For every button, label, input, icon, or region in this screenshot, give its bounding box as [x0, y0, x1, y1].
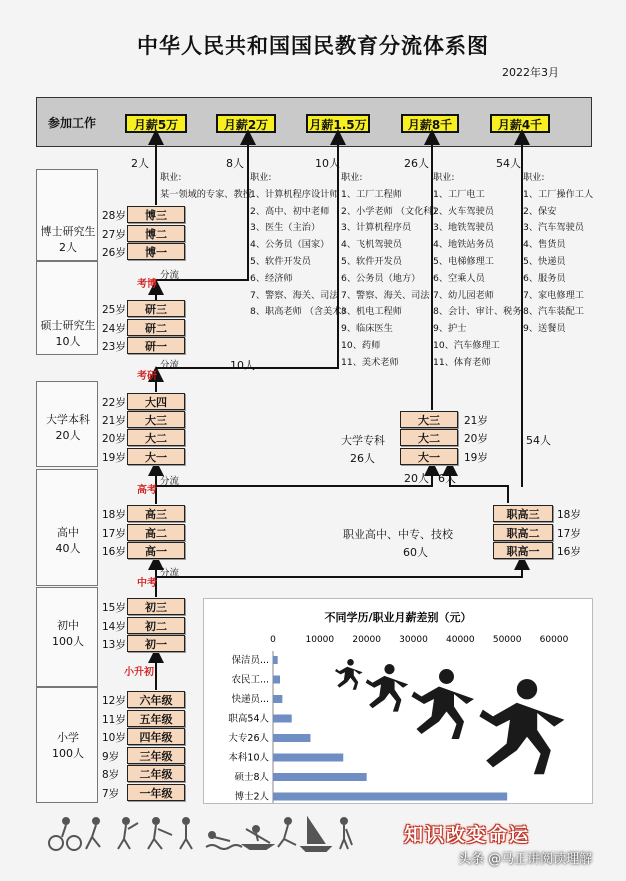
jobs-header: 职业: — [160, 172, 182, 183]
age: 15岁 — [102, 602, 126, 614]
stage-box: 博一 — [127, 243, 185, 260]
x-tick-label: 0 — [270, 635, 276, 645]
jobs-col2 — [250, 170, 351, 321]
age: 19岁 — [102, 452, 126, 464]
exam-zhongkao: 中考 — [137, 578, 157, 589]
exam-gaokao: 高考 — [137, 485, 157, 496]
job-item: 6、公务员（地方） — [341, 272, 421, 284]
salary-chart — [203, 598, 593, 804]
job-item: 9、护士 — [433, 323, 467, 335]
stage-box: 高三 — [127, 505, 185, 522]
job-item: 7、警察、海关、司法 — [250, 289, 339, 301]
stage-box: 大一 — [127, 448, 185, 465]
section-bachelor-count: 20人 — [55, 429, 81, 442]
section-primary-count: 100人 — [52, 747, 84, 760]
stage-box: 博二 — [127, 225, 185, 242]
stage-box: 大一 — [400, 448, 458, 465]
stage-box: 职高二 — [493, 524, 553, 541]
job-item: 8、会计、审计、税务 — [433, 306, 522, 318]
section-phd-count: 2人 — [59, 241, 77, 254]
exam-xiaoshengchu: 小升初 — [124, 667, 154, 678]
job-item: 8、汽车装配工 — [523, 306, 584, 318]
jobs-header: 职业: — [341, 172, 363, 183]
category-label: 本科10人 — [228, 752, 269, 764]
stage-box: 二年级 — [127, 765, 185, 782]
section-primary-label: 小学 — [57, 731, 79, 744]
split-label: 分流 — [160, 360, 180, 371]
age: 8岁 — [102, 769, 120, 781]
job-item: 5、快递员 — [523, 255, 566, 267]
bar — [273, 656, 278, 664]
age: 19岁 — [464, 452, 488, 464]
job-item: 1、计算机程序设计师 — [250, 188, 339, 200]
section-junior — [36, 587, 98, 687]
age: 18岁 — [557, 509, 581, 521]
section-master — [36, 261, 98, 355]
bar — [273, 715, 292, 723]
age: 16岁 — [102, 546, 126, 558]
salary-20k: 月薪2万 — [216, 114, 276, 133]
section-phd-label: 博士研究生 — [40, 225, 96, 238]
cyclist-icon — [49, 818, 81, 850]
job-item: 11、美术老师 — [341, 356, 399, 368]
bar — [273, 793, 507, 801]
age: 28岁 — [102, 210, 126, 222]
stage-box: 职高三 — [493, 505, 553, 522]
jobs-col5 — [523, 170, 593, 338]
stage-box: 博三 — [127, 206, 185, 223]
stage-box: 四年级 — [127, 728, 185, 745]
job-item: 7、家电修理工 — [523, 289, 584, 301]
job-item: 6、经济师 — [250, 272, 293, 284]
category-label: 职高54人 — [228, 713, 269, 725]
age: 26岁 — [102, 247, 126, 259]
job-item: 7、警察、海关、司法 — [341, 289, 430, 301]
age: 10岁 — [102, 732, 126, 744]
stage-box: 一年级 — [127, 784, 185, 801]
walker-icon — [180, 818, 192, 849]
age: 25岁 — [102, 304, 126, 316]
stage-box: 研三 — [127, 300, 185, 317]
bar — [273, 773, 367, 781]
count-phd: 2人 — [131, 157, 149, 170]
age: 11岁 — [102, 714, 126, 726]
job-item: 10、汽车修理工 — [433, 339, 500, 351]
jobs-col1 — [160, 170, 252, 204]
x-tick-label: 20000 — [352, 635, 381, 645]
x-tick-label: 60000 — [539, 635, 569, 645]
stage-box: 六年级 — [127, 691, 185, 708]
kayak-icon — [244, 826, 272, 849]
fencing-icon — [148, 818, 172, 849]
job-item: 5、电梯修理工 — [433, 255, 494, 267]
job-item: 2、火车驾驶员 — [433, 205, 494, 217]
exam-kaoyan: 考研 — [137, 371, 157, 382]
category-label: 保洁员... — [231, 655, 269, 666]
stage-box: 高一 — [127, 542, 185, 559]
stage-box: 大三 — [400, 411, 458, 428]
job-item: 2、保安 — [523, 205, 557, 217]
runner-icons — [335, 659, 564, 774]
split-count: 10人 — [230, 359, 255, 372]
section-senior — [36, 469, 98, 586]
age: 7岁 — [102, 788, 120, 800]
x-tick-label: 40000 — [446, 635, 475, 645]
section-bachelor-label: 大学本科 — [46, 413, 90, 426]
age: 27岁 — [102, 229, 126, 241]
section-master-count: 10人 — [55, 335, 81, 348]
x-tick-label: 50000 — [492, 635, 522, 645]
stage-box: 初二 — [127, 617, 185, 634]
section-phd — [36, 169, 98, 261]
job-item: 3、地铁驾驶员 — [433, 222, 494, 234]
jobs-header: 职业: — [523, 172, 545, 183]
category-label: 硕士8人 — [234, 772, 269, 783]
age: 18岁 — [102, 509, 126, 521]
job-item: 7、幼儿园老师 — [433, 289, 494, 301]
stage-box: 大三 — [127, 411, 185, 428]
section-junior-count: 100人 — [52, 635, 84, 648]
date-label: 2022年3月 — [502, 66, 559, 79]
job-item: 9、送餐员 — [523, 323, 566, 335]
section-bachelor — [36, 381, 98, 467]
stage-box: 高二 — [127, 524, 185, 541]
age: 9岁 — [102, 751, 120, 763]
job-item: 5、软件开发员 — [250, 255, 311, 267]
job-item: 4、飞机驾驶员 — [341, 239, 402, 251]
split-label: 分流 — [160, 568, 180, 579]
age: 20岁 — [464, 433, 488, 445]
salary-8k: 月薪8千 — [401, 114, 459, 133]
age: 12岁 — [102, 695, 126, 707]
bar — [273, 754, 343, 762]
jobs-header: 职业: — [250, 172, 272, 183]
runner-icon — [86, 818, 100, 849]
age: 17岁 — [557, 528, 581, 540]
jobs-col3 — [341, 170, 442, 372]
voc-label: 职业高中、中专、技校 — [343, 528, 453, 541]
age: 21岁 — [102, 415, 126, 427]
count-master: 8人 — [226, 157, 244, 170]
job-item: 6、空乘人员 — [433, 272, 485, 284]
job-item: 4、地铁站务员 — [433, 239, 494, 251]
age: 13岁 — [102, 639, 126, 651]
job-item: 3、计算机程序员 — [341, 222, 412, 234]
split-label: 分流 — [160, 270, 180, 281]
jobs-header: 职业: — [433, 172, 455, 183]
job-item: 9、临床医生 — [341, 323, 393, 335]
age: 14岁 — [102, 621, 126, 633]
stage-box: 大二 — [127, 429, 185, 446]
sports-icons — [46, 815, 356, 855]
job-item: 1、工厂电工 — [433, 188, 485, 200]
job-item: 8、职高老师 （含美术） — [250, 306, 351, 318]
salary-15k: 月薪1.5万 — [306, 114, 370, 133]
salary-4k: 月薪4千 — [490, 114, 550, 133]
section-master-label: 硕士研究生 — [40, 319, 96, 332]
split-count: 6人 — [438, 472, 456, 485]
category-label: 博士2人 — [234, 791, 269, 803]
college-count: 26人 — [350, 452, 375, 465]
bar — [273, 676, 280, 684]
stage-box: 研二 — [127, 319, 185, 336]
slogan: 知识改变命运 — [404, 824, 531, 846]
job-item: 5、软件开发员 — [341, 255, 402, 267]
job-item: 1、工厂工程师 — [341, 188, 402, 200]
job-item: 6、服务员 — [523, 272, 566, 284]
job-item: 11、体育老师 — [433, 356, 491, 368]
stage-box: 大四 — [127, 393, 185, 410]
college-label: 大学专科 — [341, 434, 385, 447]
x-tick-label: 10000 — [305, 635, 335, 645]
section-senior-label: 高中 — [57, 526, 79, 539]
chart-title: 不同学历/职业月薪差别（元） — [324, 611, 472, 624]
category-label: 农民工... — [231, 674, 269, 686]
stage-box: 五年级 — [127, 710, 185, 727]
age: 16岁 — [557, 546, 581, 558]
stage-box: 研一 — [127, 337, 185, 354]
salary-chart-svg — [204, 599, 592, 803]
stage-box: 初三 — [127, 598, 185, 615]
job-item: 3、汽车驾驶员 — [523, 222, 584, 234]
job-item: 2、高中、初中老师 — [250, 205, 330, 217]
age: 22岁 — [102, 397, 126, 409]
job-item: 1、工厂操作工人 — [523, 188, 594, 200]
stage-box: 职高一 — [493, 542, 553, 559]
category-label: 快递员... — [231, 694, 269, 705]
golfer-icon — [340, 818, 352, 849]
chart-bars — [273, 656, 507, 801]
age: 23岁 — [102, 341, 126, 353]
split-count: 20人 — [404, 472, 429, 485]
tennis-icon — [118, 818, 138, 849]
job-item: 10、药师 — [341, 339, 381, 351]
page-title: 中华人民共和国国民教育分流体系图 — [137, 34, 489, 58]
count-bachelor: 10人 — [315, 157, 340, 170]
x-tick-label: 30000 — [399, 635, 428, 645]
category-label: 大专26人 — [228, 733, 269, 744]
section-senior-count: 40人 — [55, 542, 81, 555]
skater-icon — [278, 818, 296, 847]
split-label: 分流 — [160, 476, 180, 487]
age: 20岁 — [102, 433, 126, 445]
stage-box: 大二 — [400, 429, 458, 446]
job-item: 3、医生（主治） — [250, 222, 321, 234]
stage-box: 初一 — [127, 635, 185, 652]
sailing-icon — [302, 819, 330, 851]
credit: 头条 @马正讲阅读理解 — [458, 852, 593, 867]
stage-box: 三年级 — [127, 747, 185, 764]
section-primary — [36, 687, 98, 803]
job-item: 8、机电工程师 — [341, 306, 402, 318]
section-junior-label: 初中 — [57, 619, 79, 632]
voc-up-count: 54人 — [526, 434, 551, 447]
job-item: 4、售货员 — [523, 239, 566, 251]
bar — [273, 734, 310, 742]
job-item: 2、小学老师 （文化科） — [341, 205, 442, 217]
salary-50k: 月薪5万 — [125, 114, 187, 133]
bar — [273, 695, 282, 703]
age: 21岁 — [464, 415, 488, 427]
work-label: 参加工作 — [48, 116, 97, 130]
jobs-col4 — [433, 170, 522, 372]
voc-count: 60人 — [403, 546, 428, 559]
count-voc: 54人 — [496, 157, 521, 170]
swimmer-icon — [206, 832, 242, 849]
job-item: 4、公务员（国家） — [250, 239, 330, 251]
count-college: 26人 — [404, 157, 429, 170]
age: 24岁 — [102, 323, 126, 335]
age: 17岁 — [102, 528, 126, 540]
exam-kaobo: 考博 — [137, 279, 157, 290]
job-item: 某一领域的专家、教授 — [160, 188, 252, 200]
